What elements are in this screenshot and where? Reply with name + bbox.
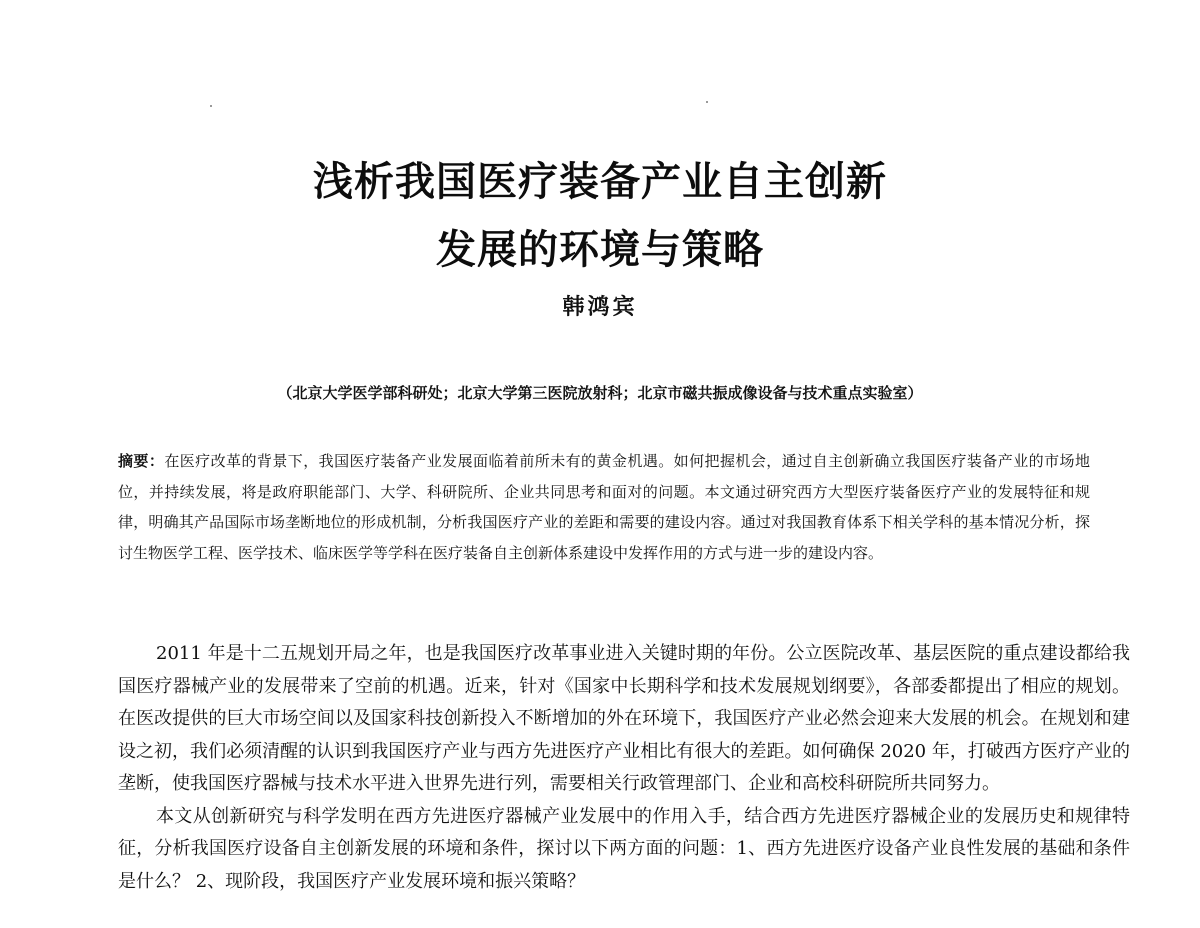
author-affiliation: （北京大学医学部科研处；北京大学第三医院放射科；北京市磁共振成像设备与技术重点实验室）: [277, 384, 923, 402]
abstract-text: 在医疗改革的背景下，我国医疗装备产业发展面临着前所未有的黄金机遇。如何把握机会，通过自主创新确立我国医疗装备产业的市场地位，并持续发展，将是政府职能部门、大学、科研院所、企业共同思考和面对的问题。本文通过研究西方大型医疗装备医疗产业的发展特征和规律，明确其产品国际市场垄断地位的形成机制，分析我国医疗产业的差距和需要的建设内容。通过对我国教育体系下相关学科的基本情况分析，探讨生物医学工程、医学技术、临床医学等学科在医疗装备自主创新体系建设中发挥作用的方式与进一步的建设内容。: [118, 452, 1090, 562]
body-paragraph-2: 本文从创新研究与科学发明在西方先进医疗器械产业发展中的作用入手，结合西方先进医疗器械企业的发展历史和规律特征，分析我国医疗设备自主创新发展的环境和条件，探讨以下两方面的问题：1、西方先进医疗设备产业良性发展的基础和条件是什么？ 2、现阶段，我国医疗产业发展环境和振兴策略？: [118, 805, 1130, 892]
author-name: 韩鸿宾: [562, 294, 638, 320]
body-text: [118, 638, 1130, 898]
abstract: [118, 446, 1090, 568]
article-title-line-1: 浅析我国医疗装备产业自主创新: [313, 159, 887, 205]
scan-speck: [210, 105, 212, 107]
body-paragraph-1: 2011 年是十二五规划开局之年，也是我国医疗改革事业进入关键时期的年份。公立医院改革、基层医院的重点建设都给我国医疗器械产业的发展带来了空前的机遇。近来，针对《国家中长期科学和技术发展规划纲要》，各部委都提出了相应的规划。在医改提供的巨大市场空间以及国家科技创新投入不断增加的外在环境下，我国医疗产业必然会迎来大发展的机会。在规划和建设之初，我们必须清醒的认识到我国医疗产业与西方先进医疗产业相比有很大的差距。如何确保 2020 年，打破西方医疗产业的垄断，使我国医疗器械与技术水平进入世界先进行列，需要相关行政管理部门、企业和高校科研院所共同努力。: [118, 643, 1130, 794]
article-title-line-2: 发展的环境与策略: [436, 227, 764, 273]
abstract-label: 摘要：: [118, 452, 165, 470]
scan-speck: [706, 101, 708, 103]
